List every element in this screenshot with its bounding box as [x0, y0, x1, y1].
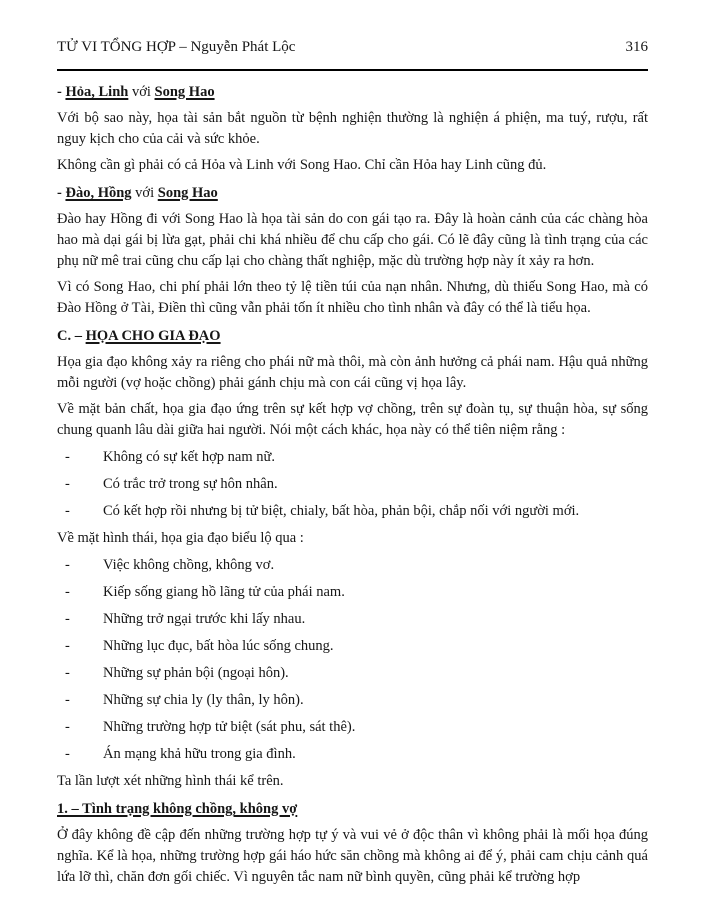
bullet-dash: - [65, 584, 70, 600]
book-title: TỬ VI TỔNG HỢP – Nguyễn Phát Lộc [57, 39, 296, 55]
page-header [57, 38, 648, 71]
heading-hoa-linh-song-hao [57, 82, 648, 103]
bullet-text: Những sự phản bội (ngoại hôn). [103, 665, 289, 681]
bullet-dash: - [65, 611, 70, 627]
bullet-dash: - [65, 476, 70, 492]
heading-term-hoa-linh: Hỏa, Linh [65, 84, 129, 100]
bullet-dash: - [65, 503, 70, 519]
paragraph: Với bộ sao này, họa tài sản bắt nguồn từ bệnh nghiện thường là nghiện á phiện, ma tuý, rượu, rất nguy kịch cho của cải và sức khỏe. [57, 110, 648, 147]
bullet-text: Những lục đục, bất hòa lúc sống chung. [103, 638, 334, 654]
bullet-text: Kiếp sống giang hồ lãng tử của phái nam. [103, 584, 345, 600]
bullet-text: Không có sự kết hợp nam nữ. [103, 449, 275, 465]
paragraph: Không cần gì phải có cả Hỏa và Linh với Song Hao. Chỉ cần Hỏa hay Linh cũng đủ. [57, 157, 547, 173]
bullet-text: Có kết hợp rồi nhưng bị tử biệt, chialy, bất hòa, phản bội, chắp nối với người mới. [103, 503, 580, 519]
list-item [57, 690, 648, 711]
bullet-dash: - [65, 719, 70, 735]
bullet-text: Những sự chia ly (ly thân, ly hôn). [103, 692, 304, 708]
list-item [57, 474, 648, 495]
paragraph: Đào hay Hồng đi với Song Hao là họa tài sản do con gái tạo ra. Đây là hoàn cảnh của các chàng hòa hao mà dại gái bị lừa gạt, phải chi khá nhiều để chu cấp cho gái. Có lẽ đây cũng là tình trạng của các phụ nữ mê trai cũng chu cấp lại cho chàng thất nghiệp, mặc dù trường hợp này ít xảy ra hơn. [57, 211, 648, 269]
bullet-text: Những trường hợp tử biệt (sát phu, sát thê). [103, 719, 356, 735]
bullet-dash: - [65, 692, 70, 708]
heading-term-song-hao: Song Hao [154, 84, 215, 100]
bullet-dash: - [65, 665, 70, 681]
paragraph: Về mặt hình thái, họa gia đạo biểu lộ qua : [57, 530, 304, 546]
bullet-dash: - [65, 557, 70, 573]
list-item [57, 744, 648, 765]
list-item [57, 501, 648, 522]
list-item [57, 582, 648, 603]
paragraph: Vì có Song Hao, chi phí phải lớn theo tỷ lệ tiền túi của nạn nhân. Nhưng, dù thiếu Song Hao, mà có Đào Hồng ở Tài, Điền thì cũng vẫn phải tốn ít nhiều cho tình nhân và đây có thể là tiểu họa. [57, 279, 648, 316]
heading-title: HỌA CHO GIA ĐẠO [85, 328, 221, 344]
heading-connector: với [131, 185, 158, 201]
bullet-dash: - [65, 638, 70, 654]
heading-dash: - [57, 84, 66, 100]
bullet-text: Án mạng khả hữu trong gia đình. [103, 746, 296, 762]
heading-prefix: C. – [57, 328, 86, 344]
list-item [57, 609, 648, 630]
list-item [57, 447, 648, 468]
list-item [57, 717, 648, 738]
paragraph: Ta lần lượt xét những hình thái kể trên. [57, 773, 284, 789]
list-item [57, 555, 648, 576]
heading-term-dao-hong: Đào, Hồng [65, 185, 132, 201]
bullet-text: Việc không chồng, không vơ. [103, 557, 275, 573]
paragraph: Về mặt bản chất, họa gia đạo ứng trên sự kết hợp vợ chồng, trên sự đoàn tụ, sự thuận hòa, sự sống chung quanh lâu dài giữa hai người. Nói một cách khác, họa này có thể tiên niệm rằng : [57, 401, 648, 438]
list-item [57, 663, 648, 684]
bullet-text: Những trở ngại trước khi lấy nhau. [103, 611, 306, 627]
paragraph: Ở đây không đề cập đến những trường hợp tự ý và vui vẻ ở độc thân vì không phải là mối họa đúng nghĩa. Kể là họa, những trường hợp gái háo hức săn chồng mà không ai để ý, phải cam chịu cảnh quá lứa lỡ thì, chăn đơn gối chiếc. Vì nguyên tắc nam nữ bình quyền, cũng phải kể trường hợp [57, 827, 648, 885]
list-item [57, 636, 648, 657]
heading-dao-hong-song-hao [57, 183, 648, 204]
heading-term-song-hao: Song Hao [157, 185, 218, 201]
paragraph: Họa gia đạo không xảy ra riêng cho phái nữ mà thôi, mà còn ảnh hưởng cả phái nam. Hậu quả những mỗi người (vợ hoặc chồng) phải gánh chịu mà con cái cũng vị họa lây. [57, 354, 648, 391]
heading-title: 1. – Tình trạng không chồng, không vợ [57, 801, 298, 817]
heading-section-1 [57, 799, 648, 820]
heading-connector: với [128, 84, 155, 100]
bullet-text: Có trắc trở trong sự hôn nhân. [103, 476, 278, 492]
bullet-dash: - [65, 746, 70, 762]
heading-section-c [57, 326, 648, 347]
heading-dash: - [57, 185, 66, 201]
page-number: 316 [625, 39, 648, 55]
bullet-dash: - [65, 449, 70, 465]
page-body [57, 71, 648, 888]
